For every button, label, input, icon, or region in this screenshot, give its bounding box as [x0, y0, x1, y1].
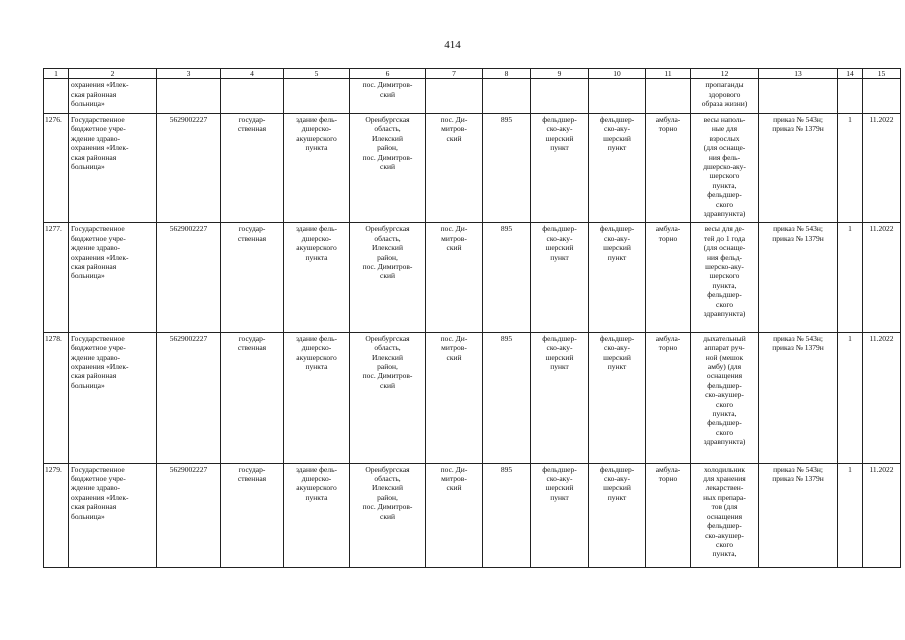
code-cell: 895 — [483, 332, 531, 463]
unit-type-cell: фельдшер- ско-аку- шерский пункт — [531, 463, 589, 567]
table-row — [44, 223, 901, 332]
unit-type-2-cell: фельдшер- ско-аку- шерский пункт — [589, 223, 646, 332]
column-number-cell: 7 — [426, 69, 483, 79]
date-cell: 11.2022 — [863, 113, 901, 222]
organization-cell: Государственное бюджетное учре- ждение здраво- охранения «Илек- ская районная больница» — [69, 463, 157, 567]
ownership-cell: государ- ственная — [221, 332, 284, 463]
inn-cell: 5629002227 — [157, 332, 221, 463]
column-number-cell: 6 — [350, 69, 426, 79]
ownership-cell: государ- ственная — [221, 463, 284, 567]
table-row — [44, 332, 901, 463]
unit-type-2-cell: фельдшер- ско-аку- шерский пункт — [589, 463, 646, 567]
column-number-cell: 10 — [589, 69, 646, 79]
ownership-cell: государ- ственная — [221, 223, 284, 332]
settlement-cell: пос. Ди- митров- ский — [426, 463, 483, 567]
building-cell: здание фель- дшерско- акушерского пункта — [284, 332, 350, 463]
organization-cell: Государственное бюджетное учре- ждение здраво- охранения «Илек- ская районная больница» — [69, 223, 157, 332]
cell: охранения «Илек- ская районная больница» — [69, 79, 157, 114]
equipment-cell: дыхательный аппарат руч- ной (мешок амбу) (для оснащения фельдшер- ско-акушер- ского пункта, фельдшер- ского здравпункта) — [691, 332, 759, 463]
column-number-cell: 11 — [646, 69, 691, 79]
care-type-cell: амбула- торно — [646, 223, 691, 332]
column-number-cell: 8 — [483, 69, 531, 79]
continuation-row — [44, 79, 901, 114]
column-number-cell: 2 — [69, 69, 157, 79]
care-type-cell: амбула- торно — [646, 332, 691, 463]
code-cell: 895 — [483, 463, 531, 567]
date-cell: 11.2022 — [863, 463, 901, 567]
cell — [44, 79, 69, 114]
ownership-cell: государ- ственная — [221, 113, 284, 222]
cell — [284, 79, 350, 114]
cell — [838, 79, 863, 114]
orders-cell: приказ № 543н; приказ № 1379н — [759, 332, 838, 463]
orders-cell: приказ № 543н; приказ № 1379н — [759, 113, 838, 222]
column-number-cell: 3 — [157, 69, 221, 79]
cell — [426, 79, 483, 114]
date-cell: 11.2022 — [863, 223, 901, 332]
column-number-cell: 4 — [221, 69, 284, 79]
table-row — [44, 463, 901, 567]
inn-cell: 5629002227 — [157, 463, 221, 567]
date-cell: 11.2022 — [863, 332, 901, 463]
column-number-cell: 9 — [531, 69, 589, 79]
quantity-cell: 1 — [838, 332, 863, 463]
orders-cell: приказ № 543н; приказ № 1379н — [759, 463, 838, 567]
column-number-row — [44, 69, 901, 79]
column-number-cell: 14 — [838, 69, 863, 79]
row-number-cell: 1278. — [44, 332, 69, 463]
quantity-cell: 1 — [838, 463, 863, 567]
cell — [531, 79, 589, 114]
column-number-cell: 5 — [284, 69, 350, 79]
equipment-cell: холодильник для хранения лекарствен- ных препара- тов (для оснащения фельдшер- ско-акушер- ского пункта, — [691, 463, 759, 567]
building-cell: здание фель- дшерско- акушерского пункта — [284, 113, 350, 222]
address-cell: Оренбургская область, Илекский район, пос. Димитров- ский — [350, 332, 426, 463]
column-number-cell: 1 — [44, 69, 69, 79]
cell: пропаганды здорового образа жизни) — [691, 79, 759, 114]
settlement-cell: пос. Ди- митров- ский — [426, 332, 483, 463]
row-number-cell: 1279. — [44, 463, 69, 567]
cell — [157, 79, 221, 114]
code-cell: 895 — [483, 223, 531, 332]
settlement-cell: пос. Ди- митров- ский — [426, 113, 483, 222]
column-number-cell: 13 — [759, 69, 838, 79]
unit-type-cell: фельдшер- ско-аку- шерский пункт — [531, 223, 589, 332]
organization-cell: Государственное бюджетное учре- ждение здраво- охранения «Илек- ская районная больница» — [69, 332, 157, 463]
quantity-cell: 1 — [838, 223, 863, 332]
inn-cell: 5629002227 — [157, 223, 221, 332]
row-number-cell: 1276. — [44, 113, 69, 222]
equipment-cell: весы для де- тей до 1 года (для оснаще- ния фельд- шерско-аку- шерского пункта, фельдшер- ского здравпункта) — [691, 223, 759, 332]
registry-table — [43, 68, 901, 568]
equipment-cell: весы наполь- ные для взрослых (для оснаще- ния фель- дшерско-аку- шерского пункта, фельдшер- ского здравпункта) — [691, 113, 759, 222]
orders-cell: приказ № 543н; приказ № 1379н — [759, 223, 838, 332]
cell: пос. Димитров- ский — [350, 79, 426, 114]
cell — [646, 79, 691, 114]
care-type-cell: амбула- торно — [646, 463, 691, 567]
cell — [483, 79, 531, 114]
cell — [759, 79, 838, 114]
row-number-cell: 1277. — [44, 223, 69, 332]
table-row — [44, 113, 901, 222]
quantity-cell: 1 — [838, 113, 863, 222]
address-cell: Оренбургская область, Илекский район, пос. Димитров- ский — [350, 223, 426, 332]
unit-type-cell: фельдшер- ско-аку- шерский пункт — [531, 113, 589, 222]
code-cell: 895 — [483, 113, 531, 222]
page-number: 414 — [444, 39, 461, 51]
inn-cell: 5629002227 — [157, 113, 221, 222]
care-type-cell: амбула- торно — [646, 113, 691, 222]
building-cell: здание фель- дшерско- акушерского пункта — [284, 223, 350, 332]
settlement-cell: пос. Ди- митров- ский — [426, 223, 483, 332]
cell — [863, 79, 901, 114]
column-number-cell: 12 — [691, 69, 759, 79]
column-number-cell: 15 — [863, 69, 901, 79]
unit-type-2-cell: фельдшер- ско-аку- шерский пункт — [589, 332, 646, 463]
address-cell: Оренбургская область, Илекский район, пос. Димитров- ский — [350, 113, 426, 222]
unit-type-2-cell: фельдшер- ско-аку- шерский пункт — [589, 113, 646, 222]
cell — [589, 79, 646, 114]
organization-cell: Государственное бюджетное учре- ждение здраво- охранения «Илек- ская районная больница» — [69, 113, 157, 222]
address-cell: Оренбургская область, Илекский район, пос. Димитров- ский — [350, 463, 426, 567]
cell — [221, 79, 284, 114]
unit-type-cell: фельдшер- ско-аку- шерский пункт — [531, 332, 589, 463]
building-cell: здание фель- дшерско- акушерского пункта — [284, 463, 350, 567]
